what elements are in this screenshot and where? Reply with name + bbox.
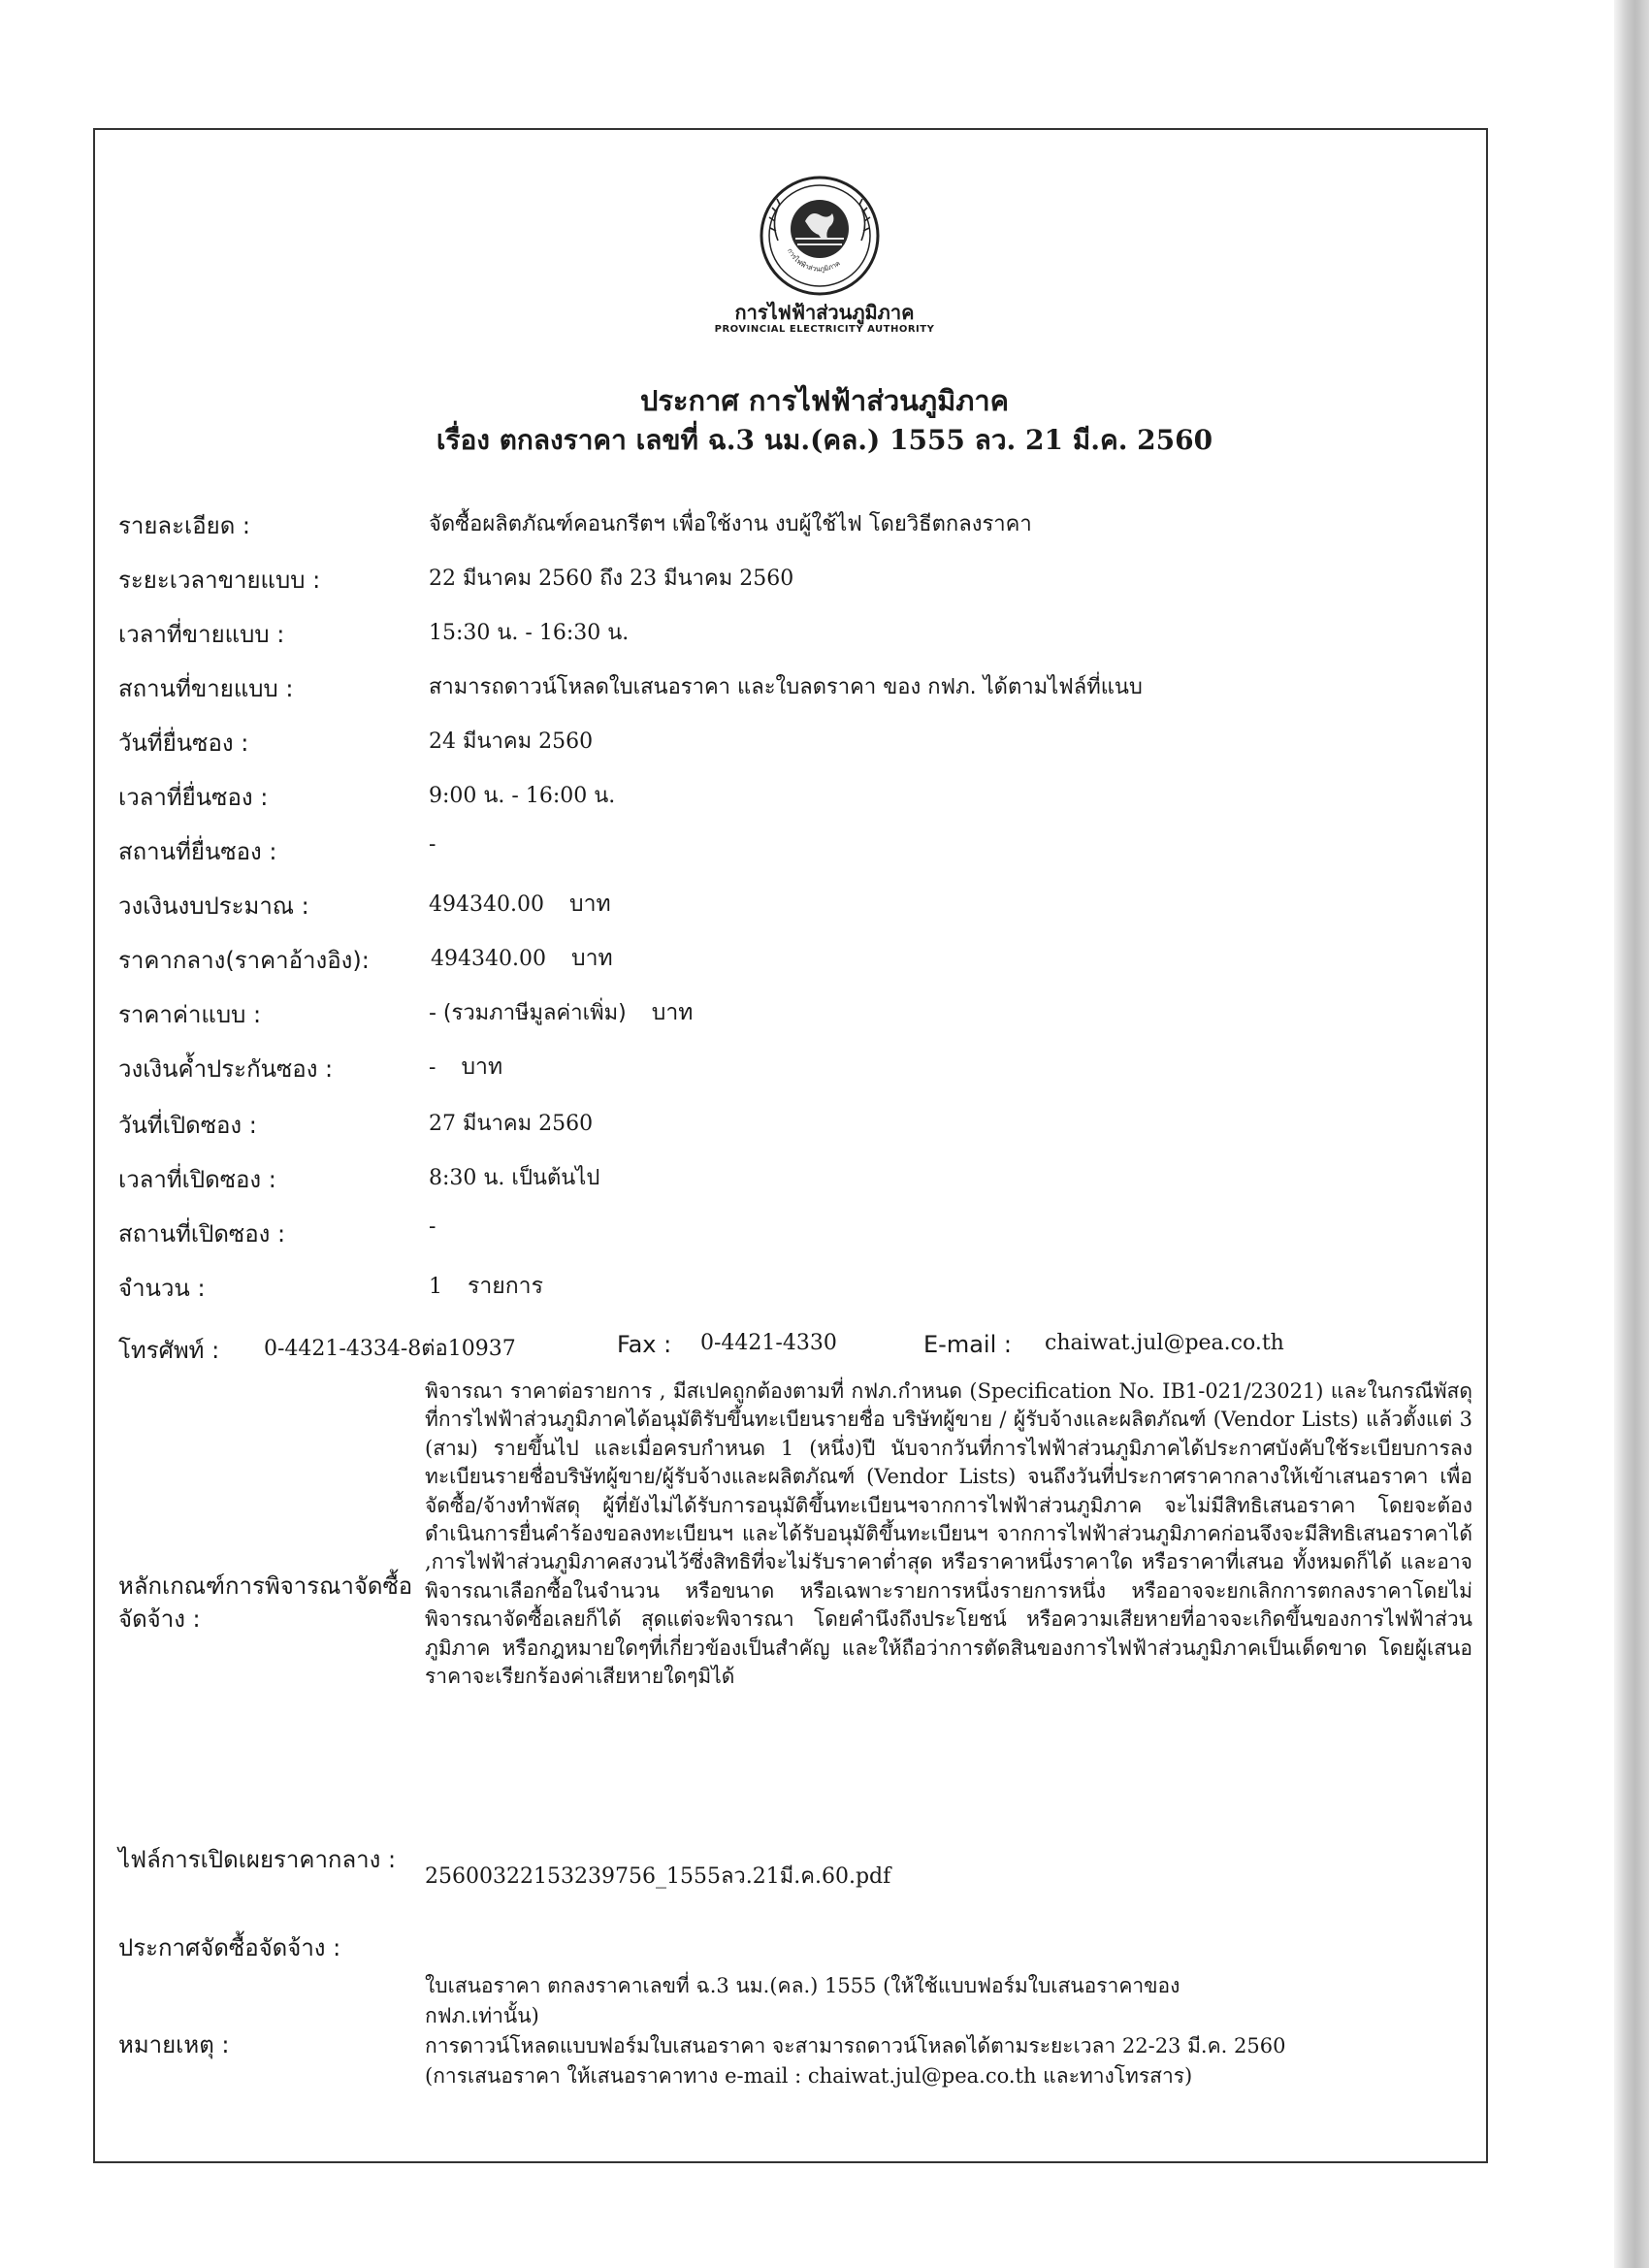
- logo-ring-text: การไฟฟ้าส่วนภูมิภาค: [786, 246, 842, 274]
- phone-label: โทรศัพท์ :: [118, 1337, 220, 1364]
- field-label: รายละเอียด :: [118, 512, 251, 539]
- field-value: -: [429, 1215, 436, 1239]
- field-unit: รายการ: [468, 1274, 543, 1299]
- field-value: 15:30 น. - 16:30 น.: [429, 621, 630, 645]
- field-row-sale-place: [118, 669, 1476, 708]
- field-row-quantity: [118, 1269, 1476, 1308]
- announcement-title: ประกาศ การไฟฟ้าส่วนภูมิภาค: [639, 384, 1010, 417]
- field-value: -: [429, 1055, 436, 1080]
- field-value-group: [431, 941, 613, 976]
- email-link[interactable]: chaiwat.jul@pea.co.th: [1045, 1331, 1284, 1355]
- field-value: 8:30 น. เป็นต้นไป: [429, 1166, 600, 1190]
- field-label: สถานที่ยื่นซอง :: [118, 838, 277, 865]
- criteria-label: หลักเกณฑ์การพิจารณาจัดซื้อจัดจ้าง :: [118, 1572, 413, 1633]
- note-line: (การเสนอราคา ให้เสนอราคาทาง e-mail : chaiwat.jul@pea.co.th และทางโทรสาร): [425, 2064, 1193, 2088]
- field-value: 24 มีนาคม 2560: [429, 729, 594, 754]
- org-name-english: PROVINCIAL ELECTRICITY AUTHORITY: [714, 324, 935, 335]
- field-row-submit-place: [118, 832, 1476, 871]
- field-unit: บาท: [651, 1000, 694, 1025]
- fax-value: 0-4421-4330: [700, 1331, 837, 1355]
- field-label: ราคากลาง(ราคาอ้างอิง):: [118, 947, 370, 974]
- field-unit: บาท: [461, 1054, 503, 1080]
- field-label: จำนวน :: [118, 1275, 206, 1302]
- field-row-reference-price: [118, 941, 1476, 980]
- note-label: หมายเหตุ :: [118, 2031, 230, 2058]
- field-unit: บาท: [570, 946, 613, 971]
- field-row-budget: [118, 887, 1476, 925]
- email-label: E-mail :: [923, 1331, 1012, 1358]
- field-value: สามารถดาวน์โหลดใบเสนอราคา และใบลดราคา ของ กฟภ. ได้ตามไฟล์ที่แนบ: [429, 675, 1143, 699]
- field-label: วงเงินค้ำประกันซอง :: [118, 1055, 334, 1083]
- field-value-group: [429, 1050, 502, 1085]
- field-value-group: [429, 995, 693, 1030]
- scan-edge-shadow: [1614, 0, 1649, 2268]
- phone-value: 0-4421-4334-8ต่อ10937: [264, 1337, 516, 1361]
- field-label: วันที่ยื่นซอง :: [118, 729, 249, 757]
- note-line: กฟภ.เท่านั้น): [425, 2004, 539, 2027]
- field-label: สถานที่ขายแบบ :: [118, 675, 294, 702]
- price-file-link[interactable]: 25600322153239756_1555ลว.21มี.ค.60.pdf: [425, 1864, 891, 1889]
- field-value: 1: [429, 1275, 442, 1299]
- field-row-sale-period: [118, 561, 1476, 599]
- field-value: -: [429, 832, 436, 857]
- field-label: เวลาที่ขายแบบ :: [118, 621, 285, 648]
- field-value: 27 มีนาคม 2560: [429, 1112, 594, 1136]
- field-row-document-fee: [118, 995, 1476, 1034]
- field-row-bid-guarantee: [118, 1050, 1476, 1088]
- field-row-submit-date: [118, 724, 1476, 762]
- field-value: 22 มีนาคม 2560 ถึง 23 มีนาคม 2560: [429, 567, 794, 591]
- field-row-submit-time: [118, 778, 1476, 817]
- field-value-group: [429, 887, 611, 922]
- field-value: 9:00 น. - 16:00 น.: [429, 784, 616, 808]
- field-unit: บาท: [568, 891, 611, 917]
- field-row-details: [118, 506, 1476, 545]
- fax-label: Fax :: [617, 1331, 672, 1358]
- price-file-label: ไฟล์การเปิดเผยราคากลาง :: [118, 1846, 397, 1873]
- criteria-text: พิจารณา ราคาต่อรายการ , มีสเปคถูกต้องตามที่ กฟภ.กำหนด (Specification No. IB1-021/23021) และในกรณีพัสดุที่การไฟฟ้าส่วนภูมิภาคได้อนุมัติรับขึ้นทะเบียนรายชื่อ บริษัทผู้ขาย / ผู้รับจ้างและผลิตภัณฑ์ (Vendor Lists) แล้วตั้งแต่ 3 (สาม) รายขึ้นไป และเมื่อครบกำหนด 1 (หนึ่ง)ปี นับจากวันที่การไฟฟ้าส่วนภูมิภาคได้ประกาศบังคับใช้ระเบียบการลงทะเบียนรายชื่อบริษัทผู้ขาย/ผู้รับจ้างและผลิตภัณฑ์ (Vendor Lists) จนถึงวันที่ประกาศราคากลางให้เข้าเสนอราคา เพื่อจัดซื้อ/จ้างทำพัสดุ ผู้ที่ยังไม่ได้รับการอนุมัติขึ้นทะเบียนฯจากการไฟฟ้าส่วนภูมิภาค จะไม่มีสิทธิเสนอราคา โดยจะต้องดำเนินการยื่นคำร้องขอลงทะเบียนฯ และได้รับอนุมัติขึ้นทะเบียนฯ จากการไฟฟ้าส่วนภูมิภาคก่อนจึงจะมีสิทธิเสนอราคาได้ ,การไฟฟ้าส่วนภูมิภาคสงวนไว้ซึ่งสิทธิที่จะไม่รับราคาต่ำสุด หรือราคาหนึ่งราคาใด หรือราคาที่เสนอ ทั้งหมดก็ได้ และอาจพิจารณาเลือกซื้อในจำนวน หรือขนาด หรือเฉพาะรายการหนึ่งรายการหนึ่ง หรืออาจจะยกเลิกการตกลงราคาโดยไม่พิจารณาจัดซื้อเลยก็ได้ สุดแต่จะพิจารณา โดยคำนึงถึงประโยชน์ หรือความเสียหายที่อาจจะเกิดขึ้นของการไฟฟ้าส่วนภูมิภาค หรือกฎหมายใดๆที่เกี่ยวข้องเป็นสำคัญ และให้ถือว่าการตัดสินของการไฟฟ้าส่วนภูมิภาคเป็นเด็ดขาด โดยผู้เสนอราคาจะเรียกร้องค่าเสียหายใดๆมิได้: [425, 1379, 1472, 1689]
- field-value: - (รวมภาษีมูลค่าเพิ่ม): [429, 1001, 627, 1025]
- field-label: วันที่เปิดซอง :: [118, 1112, 257, 1139]
- field-value-group: [429, 1269, 543, 1304]
- announcement-subject: เรื่อง ตกลงราคา เลขที่ ฉ.3 นม.(คล.) 1555 ลว. 21 มี.ค. 2560: [436, 424, 1213, 456]
- field-row-sale-time: [118, 615, 1476, 654]
- note-line: การดาวน์โหลดแบบฟอร์มใบเสนอราคา จะสามารถดาวน์โหลดได้ตามระยะเวลา 22-23 มี.ค. 2560: [425, 2034, 1286, 2057]
- field-value: จัดซื้อผลิตภัณฑ์คอนกรีตฯ เพื่อใช้งาน งบผู้ใช้ไฟ โดยวิธีตกลงราคา: [429, 512, 1032, 536]
- org-name-thai: การไฟฟ้าส่วนภูมิภาค: [734, 301, 915, 324]
- field-row-open-time: [118, 1160, 1476, 1199]
- field-label: ราคาค่าแบบ :: [118, 1001, 262, 1028]
- field-label: เวลาที่ยื่นซอง :: [118, 784, 269, 811]
- note-text: [425, 1971, 1472, 2091]
- procurement-announcement-label: ประกาศจัดซื้อจัดจ้าง :: [118, 1934, 341, 1961]
- field-label: สถานที่เปิดซอง :: [118, 1220, 286, 1247]
- field-value: 494340.00: [429, 892, 544, 917]
- note-line: ใบเสนอราคา ตกลงราคาเลขที่ ฉ.3 นม.(คล.) 1555 (ให้ใช้แบบฟอร์มใบเสนอราคาของ: [425, 1974, 1180, 1997]
- field-label: ระยะเวลาขายแบบ :: [118, 567, 321, 594]
- field-value: 494340.00: [431, 947, 546, 971]
- field-row-open-place: [118, 1215, 1476, 1253]
- field-label: วงเงินงบประมาณ :: [118, 892, 309, 920]
- field-row-open-date: [118, 1106, 1476, 1145]
- field-label: เวลาที่เปิดซอง :: [118, 1166, 276, 1193]
- contact-row: [118, 1331, 1476, 1364]
- pea-logo: [757, 173, 883, 299]
